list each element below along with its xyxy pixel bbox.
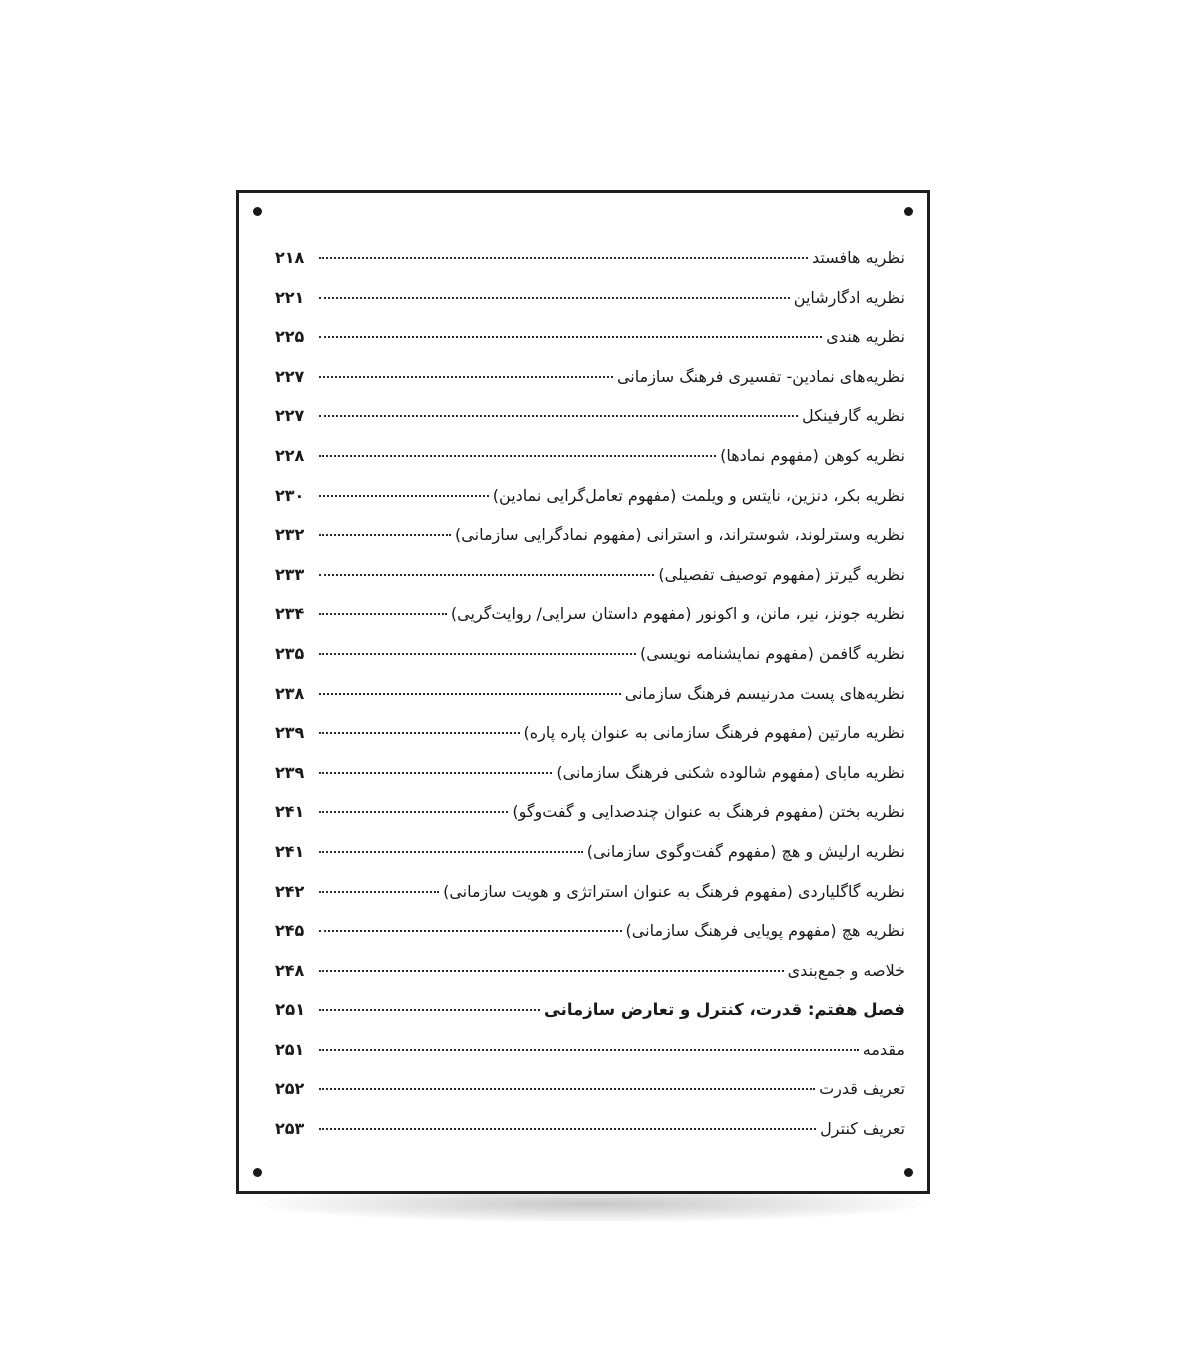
toc-entry — [275, 763, 905, 803]
toc-entry — [275, 921, 905, 961]
toc-dot-leader — [319, 495, 489, 497]
toc-dot-leader — [319, 574, 654, 576]
toc-dot-leader — [319, 653, 636, 655]
toc-entry — [275, 684, 905, 724]
toc-dot-leader — [319, 930, 622, 932]
toc-page-number: ۲۲۵ — [275, 327, 305, 347]
toc-entry-title: نظریه گاگلیاردی (مفهوم فرهنگ به عنوان استراتژی و هویت سازمانی) — [443, 881, 905, 901]
toc-dot-leader — [319, 732, 520, 734]
toc-dot-leader — [319, 613, 447, 615]
toc-dot-leader — [319, 1049, 859, 1051]
toc-entry — [275, 406, 905, 446]
toc-entry — [275, 1040, 905, 1080]
toc-page-number: ۲۲۷ — [275, 406, 305, 426]
toc-dot-leader — [319, 336, 822, 338]
toc-entry — [275, 248, 905, 288]
toc-entry-title: نظریه بکر، دنزین، نایتس و ویلمت (مفهوم تعامل‌گرایی نمادین) — [492, 485, 905, 505]
toc-page-number: ۲۵۱ — [275, 1039, 305, 1059]
toc-entry — [275, 288, 905, 328]
toc-entry — [275, 486, 905, 526]
toc-entry — [275, 961, 905, 1001]
book-page — [236, 190, 930, 1194]
toc-entry-title: نظریه هافستد — [812, 248, 905, 267]
toc-entry — [275, 367, 905, 407]
toc-dot-leader — [319, 455, 716, 457]
toc-entry — [275, 644, 905, 684]
toc-entry-title: تعریف کنترل — [820, 1119, 905, 1139]
toc-dot-leader — [319, 376, 613, 378]
corner-dot-bottom-left — [253, 1168, 262, 1177]
toc-dot-leader — [319, 1128, 816, 1130]
toc-entry-title: نظریه‌های نمادین- تفسیری فرهنگ سازمانی — [616, 366, 905, 386]
toc-entry-title: نظریه کوهن (مفهوم نمادها) — [720, 445, 905, 465]
toc-page-number: ۲۳۰ — [275, 485, 305, 505]
toc-dot-leader — [319, 772, 552, 774]
toc-entry-title: نظریه جونز، نیر، مانن، و اکونور (مفهوم داستان سرایی/ روایت‌گریی) — [450, 604, 905, 624]
toc-dot-leader — [319, 257, 808, 259]
toc-page-number: ۲۳۹ — [275, 723, 305, 743]
toc-entry-title: مقدمه — [862, 1039, 905, 1059]
toc-entry-title: نظریه گارفینکل — [802, 406, 905, 426]
toc-entry — [275, 802, 905, 842]
toc-entry — [275, 525, 905, 565]
toc-entry — [275, 1119, 905, 1159]
toc-page-number: ۲۴۵ — [275, 921, 305, 941]
toc-page-number: ۲۵۳ — [275, 1119, 305, 1139]
toc-page-number: ۲۳۳ — [275, 564, 305, 584]
corner-dot-top-left — [253, 207, 262, 216]
toc-dot-leader — [319, 1088, 815, 1090]
toc-page-number: ۲۵۲ — [275, 1079, 305, 1099]
table-of-contents — [275, 248, 905, 1159]
toc-entry-title: نظریه بختن (مفهوم فرهنگ به عنوان چندصدایی و گفت‌وگو) — [512, 802, 905, 822]
toc-entry-title: نظریه هچ (مفهوم پویایی فرهنگ سازمانی) — [625, 921, 905, 941]
toc-dot-leader — [319, 415, 798, 417]
toc-page-number: ۲۲۸ — [275, 445, 305, 465]
toc-dot-leader — [319, 1009, 540, 1011]
toc-entry-title: نظریه ادگارشاین — [793, 287, 905, 307]
toc-page-number: ۲۱۸ — [275, 248, 305, 267]
toc-dot-leader — [319, 970, 784, 972]
toc-page-number: ۲۴۸ — [275, 960, 305, 980]
corner-dot-bottom-right — [904, 1168, 913, 1177]
toc-dot-leader — [319, 297, 790, 299]
toc-entry-title: خلاصه و جمع‌بندی — [787, 960, 905, 980]
toc-entry-title: نظریه وسترلوند، شوستراند، و استرانی (مفهوم نمادگرایی سازمانی) — [455, 525, 905, 545]
toc-page-number: ۲۲۷ — [275, 366, 305, 386]
toc-entry-title: تعریف قدرت — [819, 1079, 905, 1099]
toc-page-number: ۲۲۱ — [275, 287, 305, 307]
toc-entry-title: نظریه هندی — [826, 327, 905, 347]
toc-page-number: ۲۳۲ — [275, 525, 305, 545]
toc-entry — [275, 882, 905, 922]
toc-page-number: ۲۳۵ — [275, 643, 305, 663]
toc-entry — [275, 565, 905, 605]
toc-entry — [275, 446, 905, 486]
toc-entry — [275, 842, 905, 882]
toc-entry-title: نظریه گافمن (مفهوم نمایشنامه نویسی) — [640, 643, 905, 663]
toc-dot-leader — [319, 693, 621, 695]
toc-page-number: ۲۳۴ — [275, 604, 305, 624]
toc-page-number: ۲۴۲ — [275, 881, 305, 901]
toc-entry — [275, 604, 905, 644]
toc-entry-title: نظریه مابای (مفهوم شالوده شکنی فرهنگ سازمانی) — [556, 762, 905, 782]
toc-page-number: ۲۴۱ — [275, 841, 305, 861]
toc-dot-leader — [319, 534, 451, 536]
toc-dot-leader — [319, 891, 439, 893]
toc-entry — [275, 723, 905, 763]
toc-dot-leader — [319, 851, 583, 853]
toc-entry-title: نظریه ارلیش و هچ (مفهوم گفت‌وگوی سازمانی) — [586, 841, 905, 861]
toc-entry — [275, 1079, 905, 1119]
corner-dot-top-right — [904, 207, 913, 216]
toc-page-number: ۲۳۸ — [275, 683, 305, 703]
toc-entry-title: نظریه‌های پست مدرنیسم فرهنگ سازمانی — [624, 683, 905, 703]
toc-entry-title: فصل هفتم: قدرت، کنترل و تعارض سازمانی — [543, 1000, 905, 1020]
toc-page-number: ۲۴۱ — [275, 802, 305, 822]
toc-dot-leader — [319, 811, 508, 813]
toc-entry-title: نظریه مارتین (مفهوم فرهنگ سازمانی به عنوان پاره پاره) — [523, 723, 905, 743]
toc-entry — [275, 327, 905, 367]
toc-entry-title: نظریه گیرتز (مفهوم توصیف تفصیلی) — [658, 564, 905, 584]
toc-page-number: ۲۵۱ — [275, 1000, 306, 1020]
toc-chapter-heading — [275, 1000, 905, 1040]
toc-page-number: ۲۳۹ — [275, 762, 305, 782]
